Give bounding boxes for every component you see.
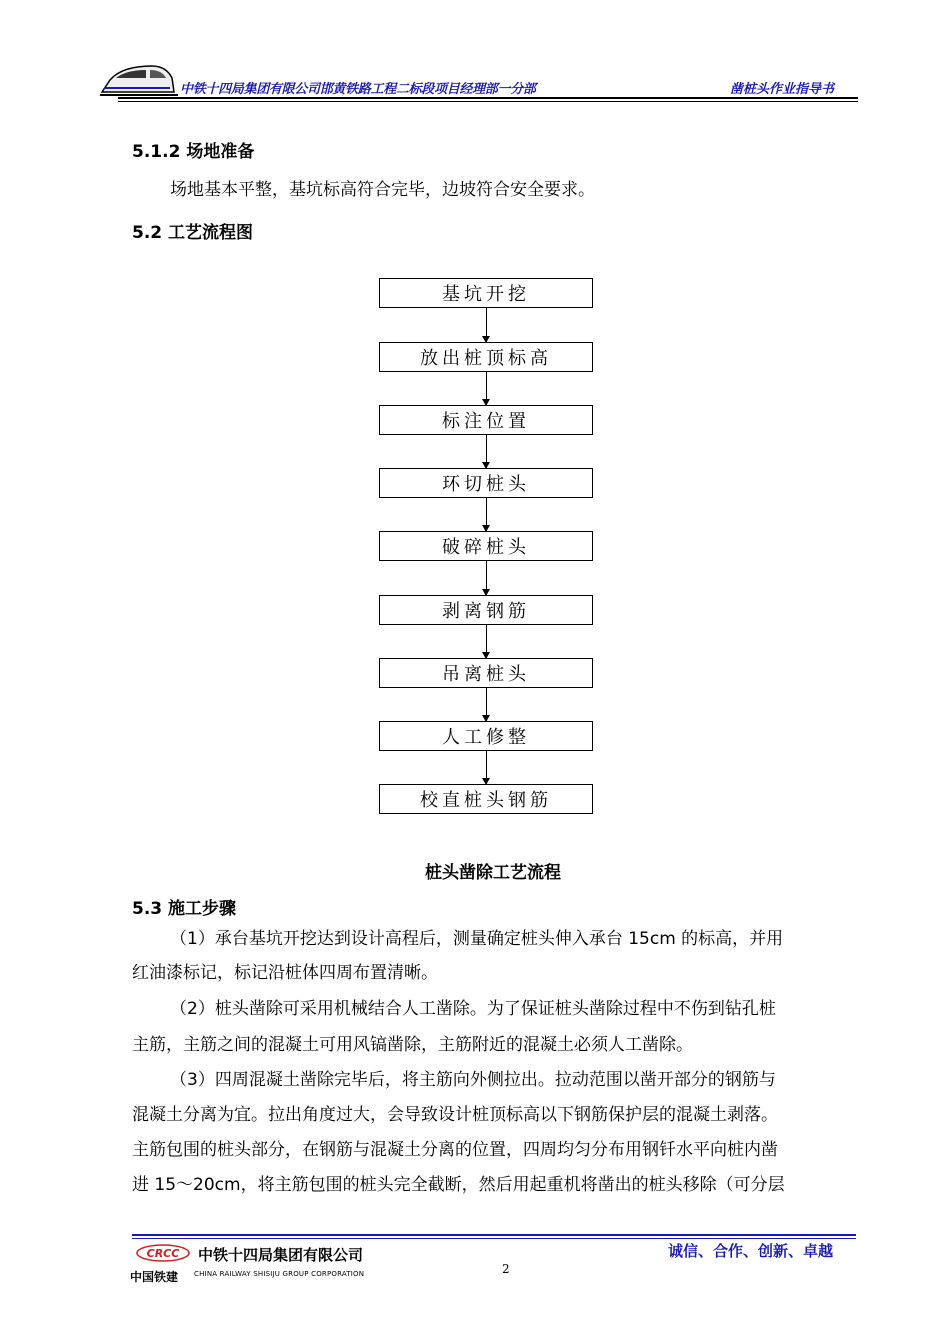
flow-step-6: 剥离钢筋 <box>379 595 593 625</box>
flowchart-caption: 桩头凿除工艺流程 <box>425 863 561 883</box>
flow-arrow <box>486 625 487 658</box>
paragraph-line: 主筋，主筋之间的混凝土可用风镐凿除，主筋附近的混凝土必须人工凿除。 <box>132 1035 693 1055</box>
header-rule-thin <box>118 101 858 102</box>
flow-arrow <box>486 561 487 595</box>
flow-step-1: 基坑开挖 <box>379 278 593 308</box>
section-512-text: 场地基本平整，基坑标高符合完毕，边坡符合安全要求。 <box>170 180 595 200</box>
paragraph-line: （3）四周混凝土凿除完毕后，将主筋向外侧拉出。拉动范围以凿开部分的钢筋与 <box>170 1070 776 1090</box>
flow-step-3: 标注位置 <box>379 405 593 435</box>
flow-arrow <box>486 435 487 468</box>
header-rule <box>118 97 858 99</box>
paragraph-line: 主筋包围的桩头部分，在钢筋与混凝土分离的位置，四周均匀分布用钢钎水平向桩内凿 <box>132 1140 778 1160</box>
footer-brand: 中国铁建 <box>130 1270 179 1284</box>
crcc-logo-icon <box>136 1244 190 1262</box>
flow-arrow <box>486 372 487 405</box>
footer-company-english: CHINA RAILWAY SHISIJU GROUP CORPORATION <box>194 1270 365 1278</box>
train-logo-icon <box>100 58 178 98</box>
page-number: 2 <box>502 1262 510 1276</box>
flow-step-7: 吊离桩头 <box>379 658 593 688</box>
flow-step-2: 放出桩顶标高 <box>379 342 593 372</box>
flow-step-5: 破碎桩头 <box>379 531 593 561</box>
logo-text: CRCC <box>146 1247 180 1260</box>
footer-slogan: 诚信、合作、创新、卓越 <box>668 1242 834 1260</box>
flow-arrow <box>486 751 487 784</box>
flow-arrow <box>486 688 487 721</box>
header-document-title: 凿桩头作业指导书 <box>730 82 835 97</box>
flow-step-4: 环切桩头 <box>379 468 593 498</box>
section-53-heading: 5.3 施工步骤 <box>132 899 237 919</box>
header-project-name: 中铁十四局集团有限公司邯黄铁路工程二标段项目经理部一分部 <box>180 82 536 97</box>
paragraph-line: 混凝土分离为宜。拉出角度过大，会导致设计桩顶标高以下钢筋保护层的混凝土剥落。 <box>132 1105 778 1125</box>
flow-arrow <box>486 498 487 531</box>
footer-rule-thin <box>132 1238 856 1239</box>
section-512-heading: 5.1.2 场地准备 <box>132 142 255 162</box>
paragraph-line: 进 15～20cm，将主筋包围的桩头完全截断，然后用起重机将凿出的桩头移除（可分层 <box>132 1175 785 1195</box>
flow-arrow <box>486 308 487 342</box>
paragraph-line: （2）桩头凿除可采用机械结合人工凿除。为了保证桩头凿除过程中不伤到钻孔桩 <box>170 999 776 1019</box>
flow-step-9: 校直桩头钢筋 <box>379 784 593 814</box>
section-52-heading: 5.2 工艺流程图 <box>132 223 254 243</box>
paragraph-line: 红油漆标记，标记沿桩体四周布置清晰。 <box>132 963 438 983</box>
flow-step-8: 人工修整 <box>379 721 593 751</box>
footer-company-name: 中铁十四局集团有限公司 <box>198 1246 364 1264</box>
footer-rule <box>132 1234 856 1236</box>
paragraph-line: （1）承台基坑开挖达到设计高程后，测量确定桩头伸入承台 15cm 的标高，并用 <box>170 929 784 949</box>
